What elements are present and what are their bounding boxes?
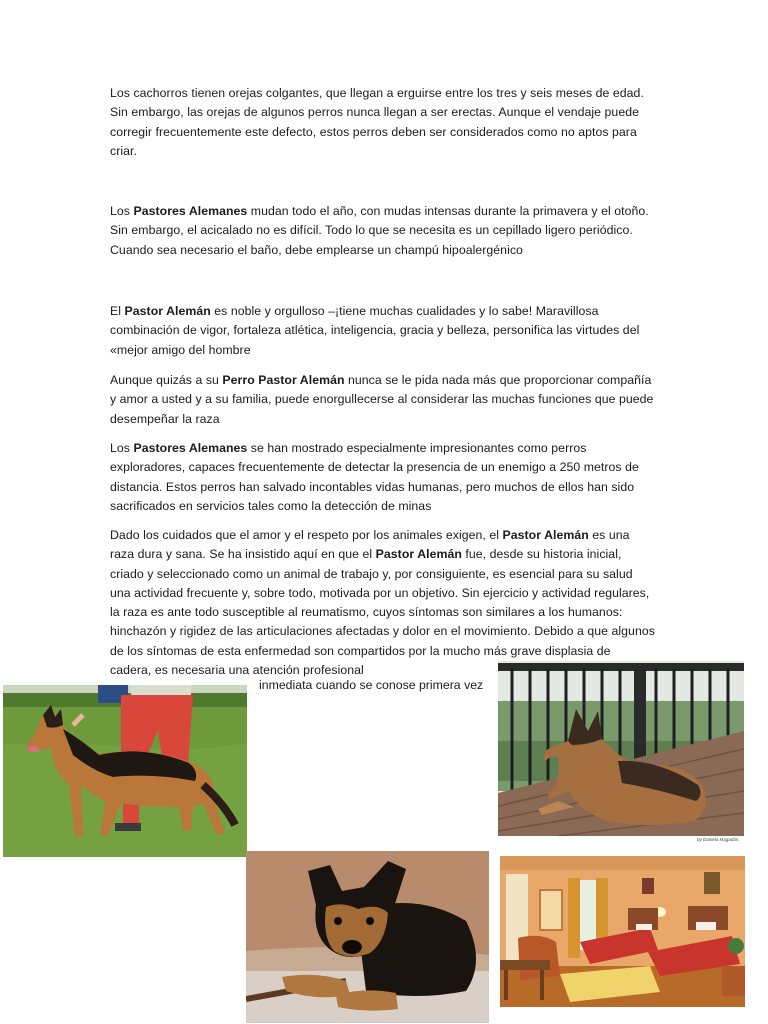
paragraph-puppy-ears: Los cachorros tienen orejas colgantes, que llegan a erguirse entre los tres y seis meses de edad. Sin embargo, las orejas de algunos perros nunca llegan a ser erectas. Aunque el vendaje puede corregir frecuentemente este defecto, estos perros deben ser considerados como no aptos para criar. — [110, 86, 644, 158]
photo-puppy — [246, 851, 489, 1023]
text-run: Los — [110, 441, 134, 455]
photo-bedroom — [500, 856, 745, 1007]
text-run: El — [110, 304, 125, 318]
breed-name-bold: Pastor Alemán — [502, 528, 589, 542]
photo-credit: by Daniela Magadán — [697, 837, 739, 842]
text-run: se han mostrado especialmente impresionantes como perros exploradores, capaces frecuentemente de detectar la presencia de un enemigo a 250 metros de distancia. Estos perros han salvado incontables vidas humanas, pero muchos de ellos han sido sacrificados en servicios tales como la detección de minas — [110, 441, 639, 513]
puppy-image — [246, 851, 489, 1023]
photo-dog-on-deck — [498, 661, 744, 836]
photo-standing-dog — [3, 685, 247, 857]
breed-name-bold: Pastores Alemanes — [133, 204, 248, 218]
breed-name-bold: Perro Pastor Alemán — [222, 373, 345, 387]
text-run: nunca se le pida nada más que proporcionar compañía y amor a usted y a su familia, puede enorgullecerse al considerar las muchas funciones que puede desempeñar la raza — [110, 373, 654, 426]
breed-name-bold: Pastor Alemán — [375, 547, 462, 562]
paragraph-noble-proud — [110, 302, 655, 360]
text-run: Dado los cuidados que el amor y el respeto por los animales exigen, el — [110, 528, 503, 542]
paragraph-shedding — [110, 202, 655, 260]
breed-name-bold: Pastores Alemanes — [133, 441, 248, 455]
paragraph-companionship — [110, 371, 655, 429]
text-run: es una raza dura y sana. Se ha insistido aquí en que el — [110, 528, 630, 562]
paragraph-scouts — [110, 439, 655, 516]
text-run: Los — [110, 204, 134, 218]
bedroom-image — [500, 856, 745, 1007]
text-run: fue, desde su historia inicial, criado y seleccionado como un animal de trabajo y, por consiguiente, es esencial para su salud una actividad frecuente y, sobre todo, motivada por un objetivo. Sin ejercicio y actividad regulares, la raza es ante todo susceptible al reumatismo, cuyos síntomas son similares a los humanos: hinchazón y rigidez de las articulaciones afectadas y dolor en el movimiento. Debido a que algunos de los síntomas de esta enfermedad son compartidos por la mucho más grave displasia de cadera, es necesaria una atención profesional — [110, 547, 655, 678]
text-run: mudan todo el año, con mudas intensas durante la primavera y el otoño. Sin embargo, el acicalado no es difícil. Todo lo que se necesita es un cepillado ligero periódico. Cuando sea necesario el baño, debe emplearse un champú hipoalergénico — [110, 204, 649, 257]
standing-dog-image — [3, 685, 247, 857]
paragraph-health — [110, 526, 655, 680]
text-run: es noble y orgulloso –¡tiene muchas cualidades y lo sabe! Maravillosa combinación de vigor, fortaleza atlética, inteligencia, gracia y belleza, personifica las virtudes del «mejor amigo del hombre — [110, 304, 640, 357]
breed-name-bold: Pastor Alemán — [124, 304, 211, 318]
deck-dog-image — [498, 661, 744, 836]
paragraph-health-continuation: inmediata cuando se conose primera vez — [259, 678, 484, 692]
text-run: Aunque quizás a su — [110, 373, 223, 387]
